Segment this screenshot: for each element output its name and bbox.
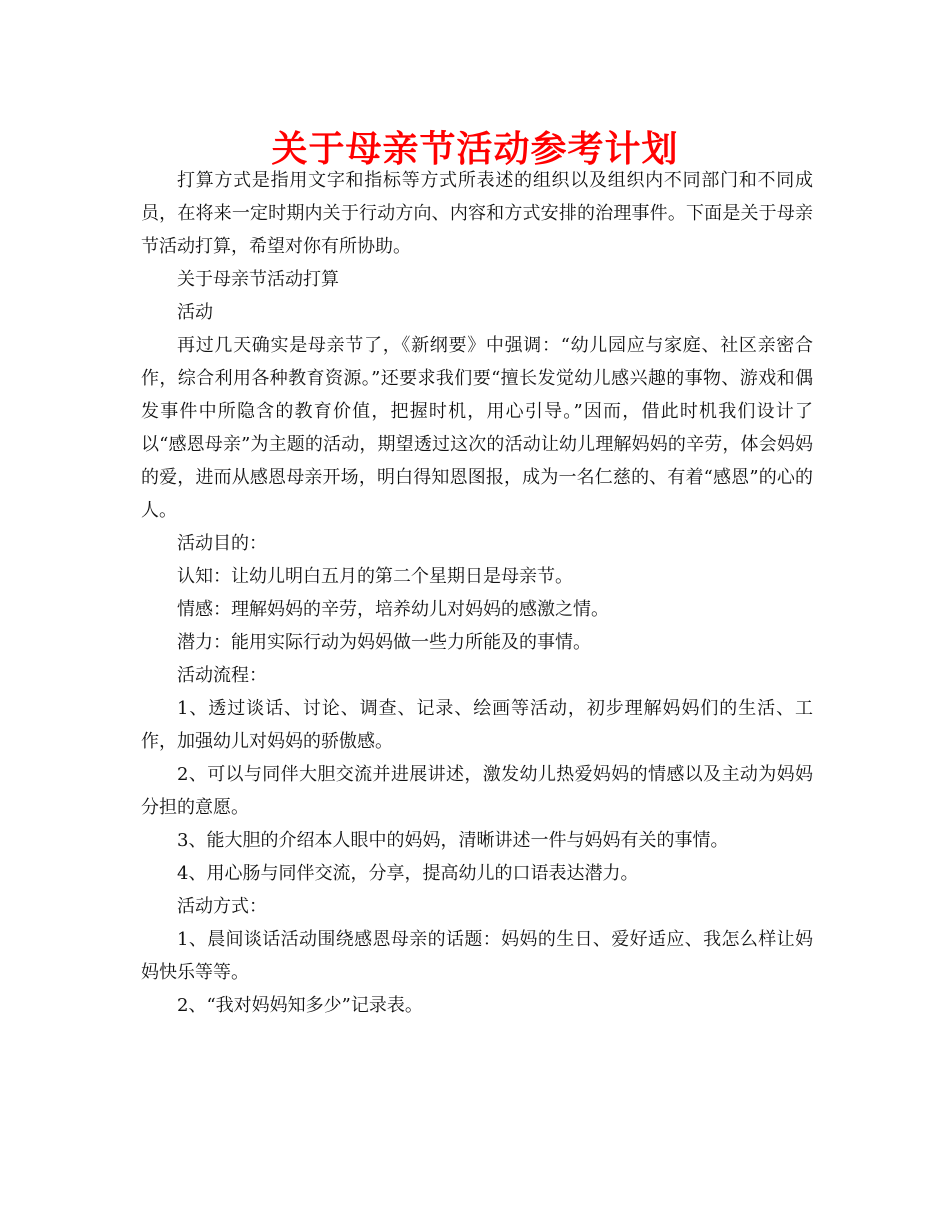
document-title: 关于母亲节活动参考计划 — [271, 129, 679, 170]
paragraph-process-4: 4、用心肠与同伴交流，分享，提高幼儿的口语表达潜力。 — [177, 863, 639, 884]
paragraph-method-1: 1、晨间谈话活动围绕感恩母亲的话题：妈妈的生日、爱好适应、我怎么样让妈妈快乐等等。 — [141, 929, 813, 983]
document-body — [141, 164, 813, 1022]
paragraph-goal-cognition: 认知：让幼儿明白五月的第二个星期日是母亲节。 — [177, 566, 573, 587]
paragraph-activity-heading: 活动 — [177, 302, 213, 323]
paragraph-process-2: 2、可以与同伴大胆交流并进展讲述，激发幼儿热爱妈妈的情感以及主动为妈妈分担的意愿。 — [141, 764, 813, 818]
paragraph-goals-heading: 活动目的： — [177, 533, 267, 554]
paragraph-method-2: 2、“我对妈妈知多少”记录表。 — [177, 995, 423, 1016]
paragraph-process-1: 1、透过谈话、讨论、调查、记录、绘画等活动，初步理解妈妈们的生活、工作，加强幼儿对妈妈的骄傲感。 — [141, 698, 813, 752]
paragraph-method-heading: 活动方式： — [177, 896, 267, 917]
paragraph-background: 再过几天确实是母亲节了，《新纲要》中强调：“幼儿园应与家庭、社区亲密合作，综合利用各种教育资源。”还要求我们要“擅长发觉幼儿感兴趣的事物、游戏和偶发事件中所隐含的教育价值，把握时机，用心引导。”因而，借此时机我们设计了以“感恩母亲”为主题的活动，期望透过这次的活动让幼儿理解妈妈的辛劳，体会妈妈的爱，进而从感恩母亲开场，明白得知恩图报，成为一名仁慈的、有着“感恩”的心的人。 — [141, 335, 813, 521]
paragraph-goal-ability: 潜力：能用实际行动为妈妈做一些力所能及的事情。 — [177, 632, 591, 653]
paragraph-plan-heading: 关于母亲节活动打算 — [177, 269, 339, 290]
paragraph-process-heading: 活动流程： — [177, 665, 267, 686]
paragraph-intro: 打算方式是指用文字和指标等方式所表述的组织以及组织内不同部门和不同成员，在将来一定时期内关于行动方向、内容和方式安排的治理事件。下面是关于母亲节活动打算，希望对你有所协助。 — [141, 170, 813, 257]
paragraph-process-3: 3、能大胆的介绍本人眼中的妈妈，清晰讲述一件与妈妈有关的事情。 — [177, 830, 729, 851]
paragraph-goal-emotion: 情感：理解妈妈的辛劳，培养幼儿对妈妈的感激之情。 — [177, 599, 609, 620]
